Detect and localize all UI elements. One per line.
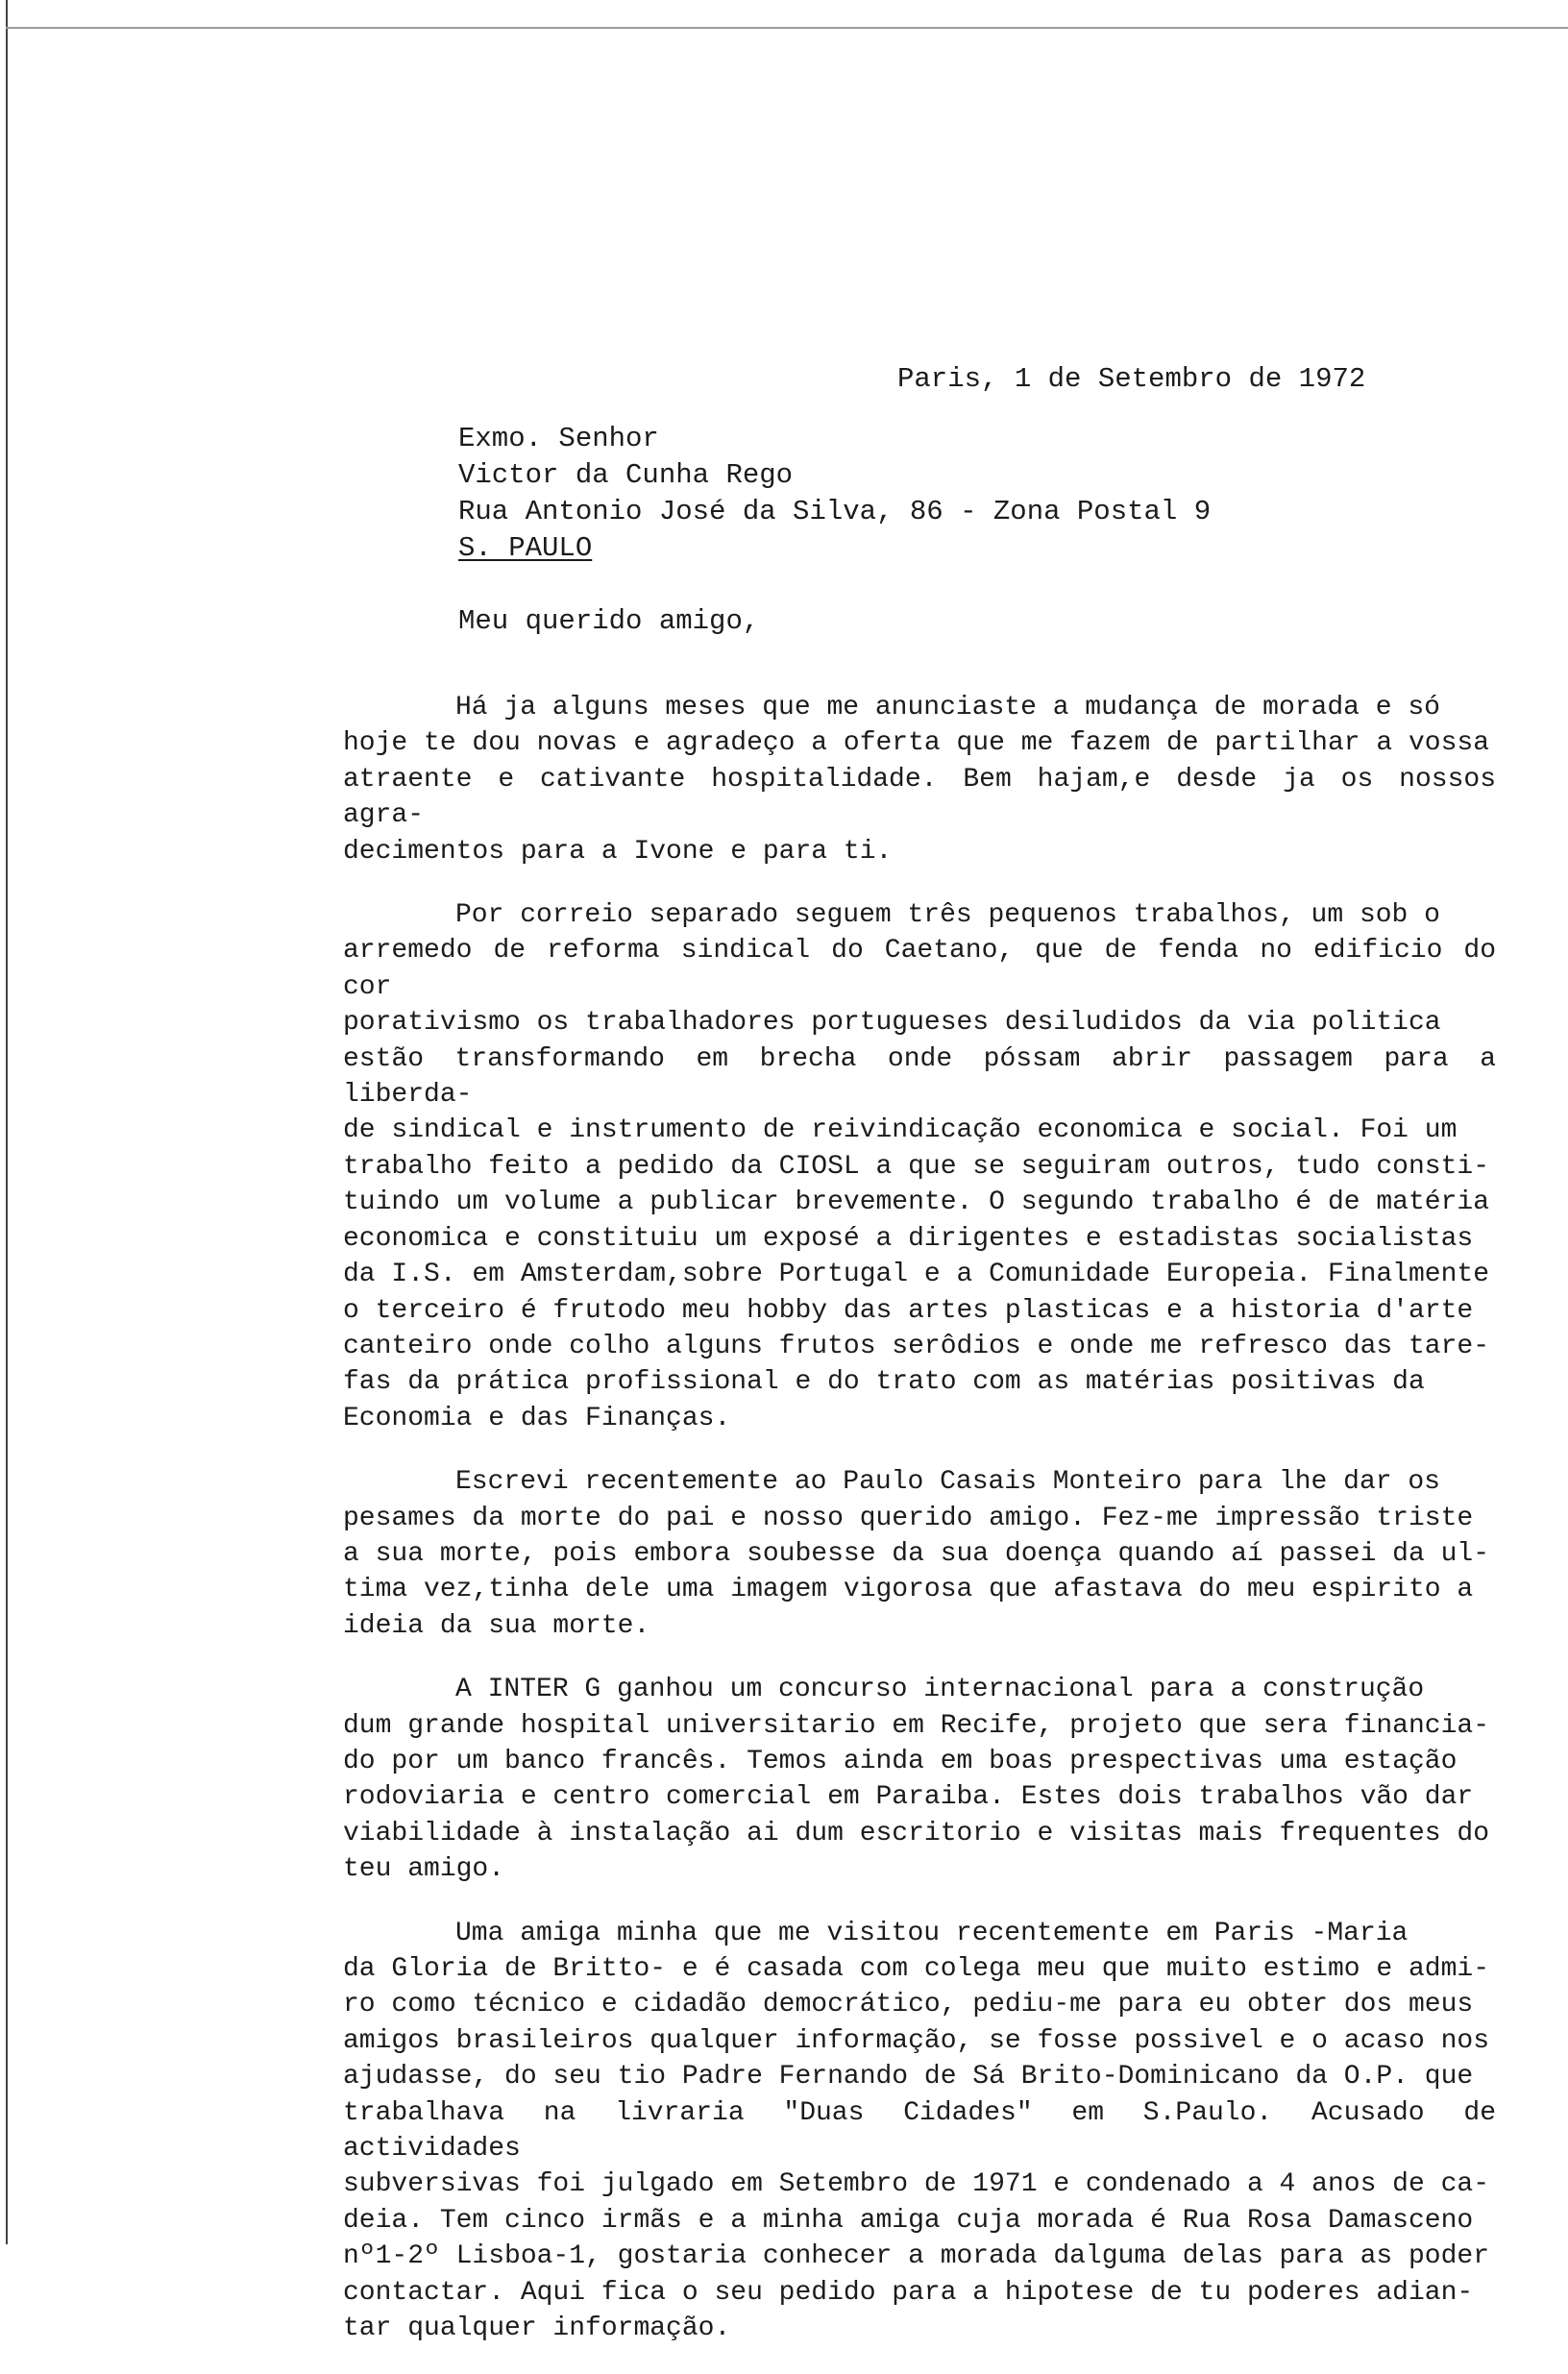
dateline: Paris, 1 de Setembro de 1972 xyxy=(897,363,1366,395)
letter-body xyxy=(343,690,1496,2374)
recipient-name: Victor da Cunha Rego xyxy=(458,459,794,491)
salutation: Meu querido amigo, xyxy=(458,605,760,637)
recipient-address xyxy=(458,421,1211,567)
recipient-street: Rua Antonio José da Silva, 86 - Zona Postal 9 xyxy=(458,496,1212,527)
recipient-city: S. PAULO xyxy=(458,532,593,564)
paragraph-5: Uma amiga minha que me visitou recentemente em Paris -Maria da Gloria de Britto- e é casada com colega meu que muito estimo e admi- ro como técnico e cidadão democrático, pediu-me para eu obter dos meus amigos brasileiros qualquer informação, se fosse possivel e o acaso nos ajudasse, do seu tio Padre Fernando de Sá Brito-Dominicano da O.P. que trabalhava na livraria "Duas Cidades" em S.Paulo. Acusado de actividades subversivas foi julgado em Setembro de 1971 e condenado a 4 anos de ca- deia. Tem cinco irmãs e a minha amiga cuja morada é Rua Rosa Damasceno nº1-2º Lisboa-1, gostaria conhecer a morada dalguma delas para as poder contactar. Aqui fica o seu pedido para a hipotese de tu poderes adian- tar qualquer informação. xyxy=(343,1918,1496,2344)
page-left-edge xyxy=(6,0,8,2244)
paragraph-3: Escrevi recentemente ao Paulo Casais Monteiro para lhe dar os pesames da morte do pai e nosso querido amigo. Fez-me impressão triste a sua morte, pois embora soubesse da sua doença quando aí passei da ul- tima vez,tinha dele uma imagem vigorosa que afastava do meu espirito a ideia da sua morte. xyxy=(343,1467,1489,1641)
recipient-title: Exmo. Senhor xyxy=(458,423,659,454)
paragraph-2: Por correio separado seguem três pequenos trabalhos, um sob o arremedo de reforma sindical do Caetano, que de fenda no edificio do cor porativismo os trabalhadores portugueses desiludidos da via politica estão transformando em brecha onde póssam abrir passagem para a liberda- de sindical e instrumento de reivindicação economica e social. Foi um trabalho feito a pedido da CIOSL a que se seguiram outros, tudo consti- tuindo um volume a publicar brevemente. O segundo trabalho é de matéria economica e constituiu um exposé a dirigentes e estadistas socialistas da I.S. em Amsterdam,sobre Portugal e a Comunidade Europeia. Finalmente o terceiro é frutodo meu hobby das artes plasticas e a historia d'arte canteiro onde colho alguns frutos serôdios e onde me refresco das tare- fas da prática profissional e do trato com as matérias positivas da Economia e das Finanças. xyxy=(343,900,1496,1433)
page-top-edge xyxy=(6,27,1568,29)
paragraph-1: Há ja alguns meses que me anunciaste a mudança de morada e só hoje te dou novas e agradeço a oferta que me fazem de partilhar a vossa atraente e cativante hospitalidade. Bem hajam,e desde ja os nossos agra- decimentos para a Ivone e para ti. xyxy=(343,693,1496,867)
paragraph-4: A INTER G ganhou um concurso internacional para a construção dum grande hospital universitario em Recife, projeto que sera financia- do por um banco francês. Temos ainda em boas prespectivas uma estação rodoviaria e centro comercial em Paraiba. Estes dois trabalhos vão dar viabilidade à instalação ai dum escritorio e visitas mais frequentes do teu amigo. xyxy=(343,1675,1489,1885)
